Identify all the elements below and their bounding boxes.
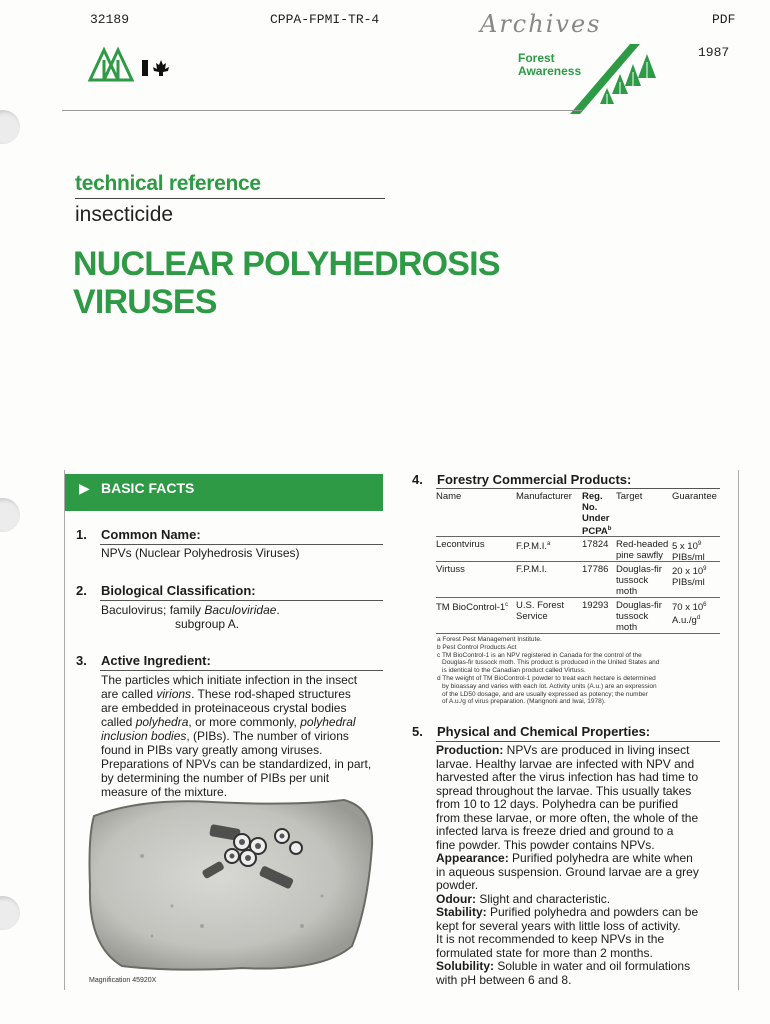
cell-reg: 17824 (582, 539, 609, 550)
report-id: CPPA-FPMI-TR-4 (270, 12, 380, 27)
cell-manufacturer: F.P.M.I. (516, 564, 547, 575)
cell-line: tussock (616, 611, 649, 622)
basic-facts-banner (65, 474, 383, 511)
property-text: harvested after the virus infection has had time to (436, 770, 699, 784)
section-5-rule (436, 741, 720, 742)
section-3-line: are embedded in proteinaceous crystal bodies (101, 701, 347, 715)
section-3-rule (100, 670, 383, 671)
cell-line: pine sawfly (616, 550, 663, 561)
section-1-text: NPVs (Nuclear Polyhedrosis Viruses) (101, 546, 300, 560)
section-3-line: Preparations of NPVs can be standardized, in part, (101, 757, 372, 771)
text-run: are called (101, 687, 157, 701)
footnote-marker: c (505, 602, 509, 608)
micrograph-image (82, 796, 382, 974)
forest-awareness-line1: Forest (518, 51, 555, 65)
section-5-line (436, 906, 736, 920)
col-reg-header (582, 491, 611, 537)
property-text: Purified polyhedra are white when (508, 851, 693, 865)
col-target-header: Target (616, 491, 643, 502)
section-2-number: 2. (76, 583, 87, 598)
exponent: 9 (697, 541, 702, 547)
cell-guarantee (672, 600, 707, 626)
section-5-heading: Physical and Chemical Properties: (437, 724, 651, 739)
section-1-number: 1. (76, 527, 87, 542)
section-2-family: Baculoviridae (204, 603, 277, 617)
kicker-rule (75, 198, 385, 199)
footnote-marker: a (546, 541, 551, 547)
handwritten-note: Archives (480, 10, 602, 38)
text-run: called (101, 715, 136, 729)
cell-text: 5 x 10 (672, 541, 698, 553)
col-reg-line: Under (582, 513, 610, 524)
section-3-heading: Active Ingredient: (101, 653, 211, 668)
cell-name: Virtuss (436, 564, 465, 575)
table-row-rule (436, 597, 720, 598)
cell-guarantee (672, 564, 707, 588)
section-5-line (436, 839, 736, 853)
section-3-line (101, 729, 386, 743)
text-run: . These rod-shaped structures (191, 687, 351, 701)
section-5-line (436, 852, 736, 866)
left-column-rule (64, 470, 65, 990)
text-run-italic: polyhedral (300, 715, 356, 729)
text-run-italic: polyhedra (135, 715, 189, 729)
property-text: from these larvae, or more often, the whole of the (436, 810, 699, 825)
section-5-line (436, 974, 736, 988)
header-rule (62, 110, 582, 111)
cell-name: Lecontvirus (436, 539, 485, 550)
property-text: fine powder. This powder contains NPVs. (436, 837, 655, 852)
footnote: b Pest Control Products Act (437, 643, 517, 651)
col-reg-line: No. (582, 502, 598, 513)
products-table (436, 491, 736, 631)
cell-target (616, 564, 662, 597)
footnote-marker: b (607, 526, 612, 532)
section-3-line (101, 687, 386, 701)
cell-manufacturer (516, 539, 550, 552)
forest-awareness-line2: Awareness (518, 64, 582, 78)
cell-reg: 17786 (582, 564, 609, 575)
footnote: of A.u./g of virus preparation. (Marignoni and Iwai, 1978). (442, 698, 606, 706)
text-run: , (PIBs). The number of virions (186, 729, 349, 743)
col-reg-line: Reg. (582, 491, 603, 502)
cell-line: PIBs/ml (672, 577, 705, 589)
property-text: Slight and characteristic. (476, 891, 611, 906)
cell-line: PIBs/ml (672, 552, 705, 564)
section-5-line (436, 785, 736, 799)
section-2-heading: Biological Classification: (101, 583, 256, 598)
property-text: in aqueous suspension. Ground larvae are a grey (436, 864, 699, 879)
property-label: Odour: (436, 891, 476, 906)
footnote: d The weight of TM BioControl-1 powder to treat each hectare is determined (437, 674, 656, 682)
cell-line: moth (616, 622, 638, 633)
cell-manufacturer (516, 600, 564, 622)
section-5-line (436, 933, 736, 947)
section-5-text (436, 744, 736, 987)
format-label: PDF (712, 12, 736, 27)
section-4-number: 4. (412, 472, 423, 487)
cell-line: U.S. Forest (516, 600, 565, 611)
property-label: Appearance: (436, 851, 509, 865)
text-run-italic: virions (156, 687, 192, 701)
cell-reg: 19293 (582, 600, 609, 611)
table-footnotes (437, 636, 733, 706)
cell-name (436, 600, 508, 613)
page-title-line2: VIRUSES (73, 283, 217, 321)
cell-line: Douglas-fir (616, 600, 662, 611)
basic-facts-title: BASIC FACTS (101, 480, 195, 496)
section-5-line (436, 825, 736, 839)
section-3-line: The particles which initiate infection in the insect (101, 673, 358, 687)
property-text: formulated state for more than 2 months. (436, 945, 653, 960)
footnote: Douglas-fir tussock moth. This product is produced in the United States and (442, 659, 660, 667)
text-run: , or more commonly, (188, 715, 301, 729)
cell-line (672, 564, 707, 577)
page-title (73, 245, 500, 321)
section-5-line (436, 812, 736, 826)
page-title-line1: NUCLEAR POLYHEDROSIS (73, 245, 500, 283)
cell-line: Service (516, 611, 548, 622)
section-2-rule (100, 600, 383, 601)
property-label: Solubility: (436, 959, 494, 973)
section-5-line (436, 960, 736, 974)
footnote: of the LD50 dosage, and are usually expressed as potency; the number (442, 690, 648, 698)
year-label: 1987 (698, 45, 730, 60)
section-3-line (101, 715, 386, 729)
section-3-line: found in PIBs vary greatly among viruses. (101, 743, 323, 757)
table-bottom-rule (436, 633, 720, 634)
property-label: Production: (436, 743, 504, 757)
section-5-line (436, 798, 736, 812)
forest-awareness-trees-logo (570, 44, 670, 114)
col-name-header: Name (436, 491, 462, 502)
cell-target (616, 539, 668, 561)
footnote: a Forest Pest Management Institute. (437, 636, 542, 643)
section-5-line (436, 866, 736, 880)
property-text: with pH between 6 and 8. (436, 972, 572, 987)
section-3-number: 3. (76, 653, 87, 668)
section-1-heading: Common Name: (101, 527, 201, 542)
section-3-line: by determining the number of PIBs per unit (101, 771, 330, 785)
cell-line (672, 600, 707, 613)
cell-guarantee (672, 539, 705, 563)
section-2-subgroup: subgroup A. (175, 617, 240, 631)
category-label: insecticide (75, 203, 174, 226)
section-5-line (436, 947, 736, 961)
section-4-rule (436, 488, 720, 489)
property-text: from 10 to 12 days. Polyhedra can be purified (436, 797, 679, 811)
cell-line (672, 539, 705, 552)
col-guarantee-header: Guarantee (672, 491, 717, 502)
section-5-line (436, 771, 736, 785)
section-1-rule (100, 544, 383, 545)
section-5-line (436, 879, 736, 893)
punch-hole (0, 110, 20, 144)
punch-hole (0, 498, 20, 532)
section-5-line (436, 744, 736, 758)
fpmi-tree-logo (88, 44, 134, 82)
table-row-rule (436, 561, 720, 562)
section-3-line: measure of the mixture. (101, 785, 228, 799)
property-text: larvae. Healthy larvae are infected with NPV and (436, 756, 695, 771)
cell-text: A.u./g (672, 615, 697, 627)
cell-line: tussock (616, 575, 649, 586)
canada-flag-icon (142, 59, 174, 77)
doc-number: 32189 (90, 12, 130, 27)
exponent: 6 (703, 602, 707, 608)
property-text: spread throughout the larvae. This usually takes (436, 783, 692, 798)
cell-text: 20 x 10 (672, 566, 704, 578)
property-text: Soluble in water and oil formulations (494, 959, 691, 973)
section-4-heading: Forestry Commercial Products: (437, 472, 632, 487)
footnote-marker: d (696, 615, 701, 622)
section-5-line (436, 920, 736, 934)
section-5-line (436, 758, 736, 772)
cell-line: moth (616, 586, 638, 597)
cell-text: TM BioControl-1 (436, 602, 506, 614)
cell-line (672, 613, 707, 626)
col-manufacturer-header: Manufacturer (516, 491, 572, 502)
footnote: by bioassay and varies with each lot. Activity units (A.u.) are an expression (442, 682, 657, 690)
cell-text: 70 x 10 (672, 602, 704, 614)
cell-target (616, 600, 662, 633)
section-2-text (101, 603, 280, 617)
section-3-text (101, 673, 386, 799)
micrograph-caption: Magnification 45920X (89, 977, 157, 984)
punch-hole (0, 896, 20, 930)
kicker-title: technical reference (75, 172, 261, 195)
property-text: powder. (436, 878, 479, 892)
cell-line: Douglas-fir (616, 564, 662, 575)
table-header-rule (436, 536, 720, 537)
property-text: kept for several years with little loss of activity. (436, 918, 681, 933)
section-2-text-c: . (276, 603, 280, 617)
footnote: is identical to the Canadian product called Virtuss. (442, 667, 586, 675)
exponent: 9 (703, 566, 707, 572)
section-5-line (436, 893, 736, 907)
property-text: Purified polyhedra and powders can be (486, 905, 699, 919)
cell-text: F.P.M.I. (516, 541, 547, 553)
section-5-number: 5. (412, 724, 423, 739)
property-text: infected larva is freeze dried and ground to a (436, 824, 674, 838)
property-label: Stability: (436, 905, 487, 919)
footnote: c TM BioControl-1 is an NPV registered in Canada for the control of the (437, 651, 642, 659)
section-2-text-a: Baculovirus; family (101, 603, 205, 617)
col-reg-text: PCPA (582, 526, 608, 538)
property-text: NPVs are produced in living insect (503, 743, 690, 757)
right-column-rule (738, 470, 739, 990)
text-run-italic: inclusion bodies (101, 729, 187, 743)
property-text: It is not recommended to keep NPVs in the (436, 932, 665, 946)
cell-line: Red-headed (616, 539, 669, 550)
play-arrow-icon: ▶ (79, 480, 90, 496)
